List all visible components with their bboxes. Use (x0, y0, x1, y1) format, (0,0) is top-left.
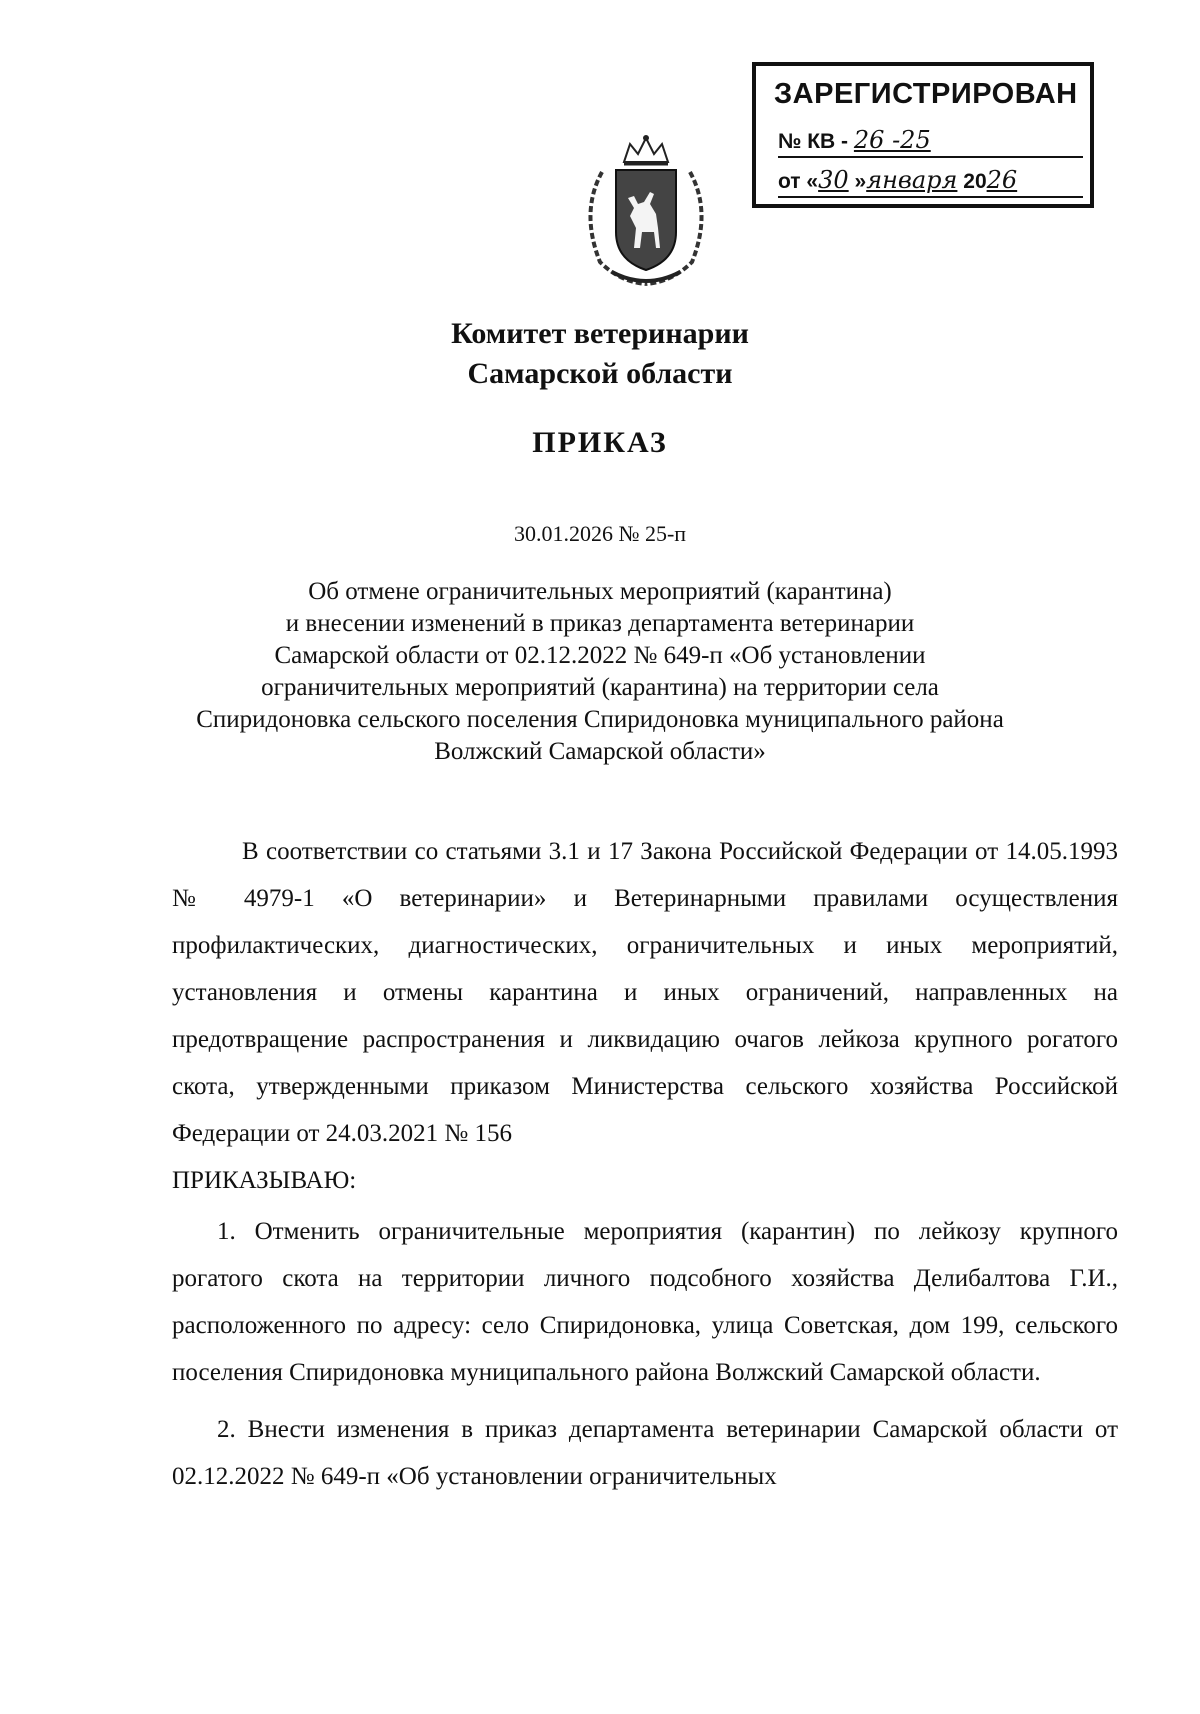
order-item-1: 1. Отменить ограничительные мероприятия (карантин) по лейкозу крупного рогатого скота на территории личного подсобного хозяйства Делибалтова Г.И., расположенного по адресу: село Спиридоновка, улица Советская, дом 199, сельского поселения Спиридоновка муниципального района Волжский Самарской области. (172, 1218, 1118, 1386)
stamp-date-line (778, 166, 1083, 198)
document-subject (160, 576, 1040, 768)
coat-of-arms-emblem (572, 132, 720, 292)
stamp-date-mid: » (854, 170, 867, 193)
stamp-date-year-prefix: 20 (963, 170, 987, 193)
subject-line: Спиридоновка сельского поселения Спиридоновка муниципального района (196, 706, 1004, 733)
subject-line: и внесении изменений в приказ департамента ветеринарии (285, 610, 915, 637)
stamp-date-month: января (866, 166, 958, 194)
subject-line: Об отмене ограничительных мероприятий (карантина) (308, 578, 892, 605)
subject-line: Самарской области от 02.12.2022 № 649-п «Об установлении (274, 642, 926, 669)
stamp-title: ЗАРЕГИСТРИРОВАН (774, 78, 1078, 110)
order-item-2: 2. Внести изменения в приказ департамента ветеринарии Самарской области от 02.12.2022 № 649-п «Об установлении ограничительных (172, 1416, 1118, 1490)
subject-line: Волжский Самарской области» (434, 738, 766, 765)
document-date-number: 30.01.2026 № 25-п (513, 521, 687, 546)
organization-name-line1: Комитет ветеринарии (451, 317, 749, 350)
document-type: ПРИКАЗ (532, 426, 668, 459)
registration-stamp (752, 62, 1094, 208)
stamp-number-value: 26 -25 (853, 126, 931, 154)
stamp-date-prefix: от « (778, 170, 819, 193)
stamp-number-line (778, 126, 1083, 158)
stamp-number-prefix: № КВ - (778, 130, 849, 153)
document-body (172, 828, 1118, 1500)
order-command: ПРИКАЗЫВАЮ: (172, 1167, 357, 1194)
stamp-date-day: 30 (818, 166, 849, 194)
organization-name (0, 314, 1200, 394)
preamble-paragraph: В соответствии со статьями 3.1 и 17 Закона Российской Федерации от 14.05.1993 № 4979-1 «О ветеринарии» и Ветеринарными правилами осуществления профилактических, диагностических, ограничительных и иных мероприятий, установления и отмены карантина и иных ограничений, направленных на предотвращение распространения и ликвидацию очагов лейкоза крупного рогатого скота, утвержденными приказом Министерства сельского хозяйства Российской Федерации от 24.03.2021 № 156 (172, 838, 1118, 1147)
stamp-date-year-suffix: 26 (986, 166, 1018, 194)
subject-line: ограничительных мероприятий (карантина) на территории села (261, 674, 939, 701)
organization-name-line2: Самарской области (467, 357, 733, 390)
